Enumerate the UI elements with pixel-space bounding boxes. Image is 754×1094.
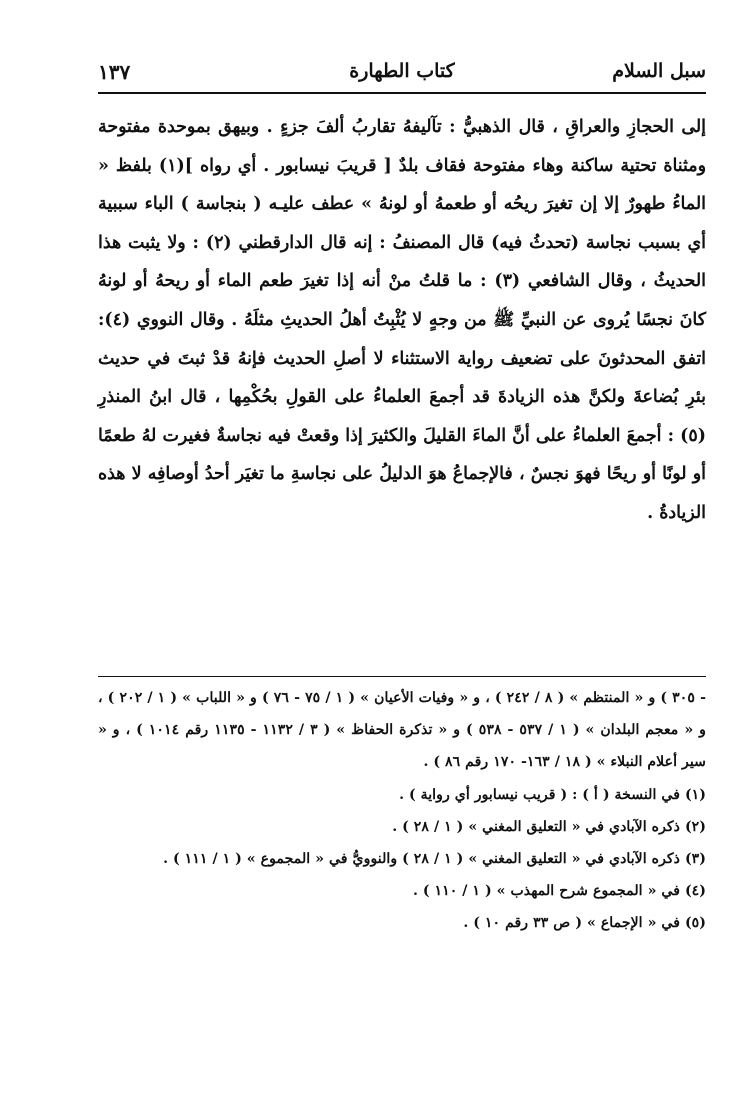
page-number: ١٣٧	[98, 60, 131, 84]
main-paragraph: إلى الحجازِ والعراقِ ، قال الذهبيُّ : تآليفهُ تقاربُ ألفَ جزءٍ . وبيهق بموحدة مفتوحة ومثناة تحتية ساكنة وهاء مفتوحة فقاف بلدٌ [ قريبَ نيسابور . أي رواه ](١) بلفظ « الماءُ طهورٌ إلا إن تغيرَ ريحُه أو طعمهُ أو لونهُ » عطف عليـه ( بنجاسة ) الباء سببية أي بسبب نجاسة (تحدثُ فيه) قال المصنفُ : إنه قال الدارقطني (٢) : ولا يثبت هذا الحديثُ ، وقال الشافعي (٣) : ما قلتُ منْ أنه إذا تغيرَ طعم الماء أو ريحهُ أو لونهُ كانَ نجسًا يُروى عن النبيِّ ﷺ من وجهٍ لا يُثْبِتُ أهلُ الحديثِ مثلَهُ . وقال النووي (٤): اتفق المحدثونَ على تضعيف رواية الاستثناء لا أصلِ الحديث فإنهُ قدْ ثبتَ في حديث بئرِ بُضاعةَ ولكنَّ هذه الزيادةَ قد أجمعَ العلماءُ على القولِ بحُكْمِها ، قال ابنُ المنذرِ (٥) : أجمعَ العلماءُ على أنَّ الماءَ القليلَ والكثيرَ إذا وقعتْ فيه نجاسةٌ فغيرت لهُ طعمًا أو لونًا أو ريحًا فهوَ نجسٌ ، فالإجماعُ هوَ الدليلُ على نجاسةِ ما تغيَر أحدُ أوصافِه لا هذه الزيادةُ .	[98, 117, 706, 523]
footnote-separator	[98, 676, 706, 677]
chapter-title: كتاب الطهارة	[349, 60, 455, 82]
footnote-text: ذكره الآبادي في « التعليق المغني » ( ١ / ٢٨ ) والنوويُّ في « المجموع » ( ١ / ١١١ ) .	[163, 851, 680, 868]
footnote-text: في « المجموع شرح المهذب » ( ١ / ١١٠ ) .	[412, 883, 680, 900]
running-header	[98, 54, 706, 94]
footnote-1	[98, 779, 706, 811]
footnote-text: ذكره الآبادي في « التعليق المغني » ( ١ / ٢٨ ) .	[392, 818, 680, 835]
footnote-number: (٤)	[684, 883, 706, 900]
footnote-number: (٣)	[684, 851, 706, 868]
main-text	[98, 108, 706, 533]
footnote-number: (٥)	[684, 915, 706, 932]
footnote-3	[98, 843, 706, 875]
footnote-continuation: - ٣٠٥ ) و « المنتظم » ( ٨ / ٢٤٢ ) ، و « وفيات الأعيان » ( ١ / ٧٥ - ٧٦ ) و « اللباب » ( ١ / ٢٠٢ ) ، و « معجم البلدان » ( ١ / ٥٣٧ - ٥٣٨ ) و « تذكرة الحفاظ » ( ٣ / ١١٣٢ - ١١٣٥ رقم ١٠١٤ ) ، و « سير أعلام النبلاء » ( ١٨ / ١٦٣- ١٧٠ رقم ٨٦ ) .	[98, 690, 707, 771]
footnotes	[98, 682, 706, 940]
footnote-text: في النسخة ( أ ) : ( قريب نيسابور أي رواية ) .	[399, 786, 680, 803]
footnote-number: (١)	[684, 786, 706, 803]
book-title: سبل السلام	[612, 60, 706, 82]
footnote-2	[98, 811, 706, 843]
footnote-4	[98, 875, 706, 907]
footnote-5	[98, 907, 706, 939]
footnote-number: (٢)	[684, 818, 706, 835]
footnote-text: في « الإجماع » ( ص ٣٣ رقم ١٠ ) .	[463, 915, 680, 932]
